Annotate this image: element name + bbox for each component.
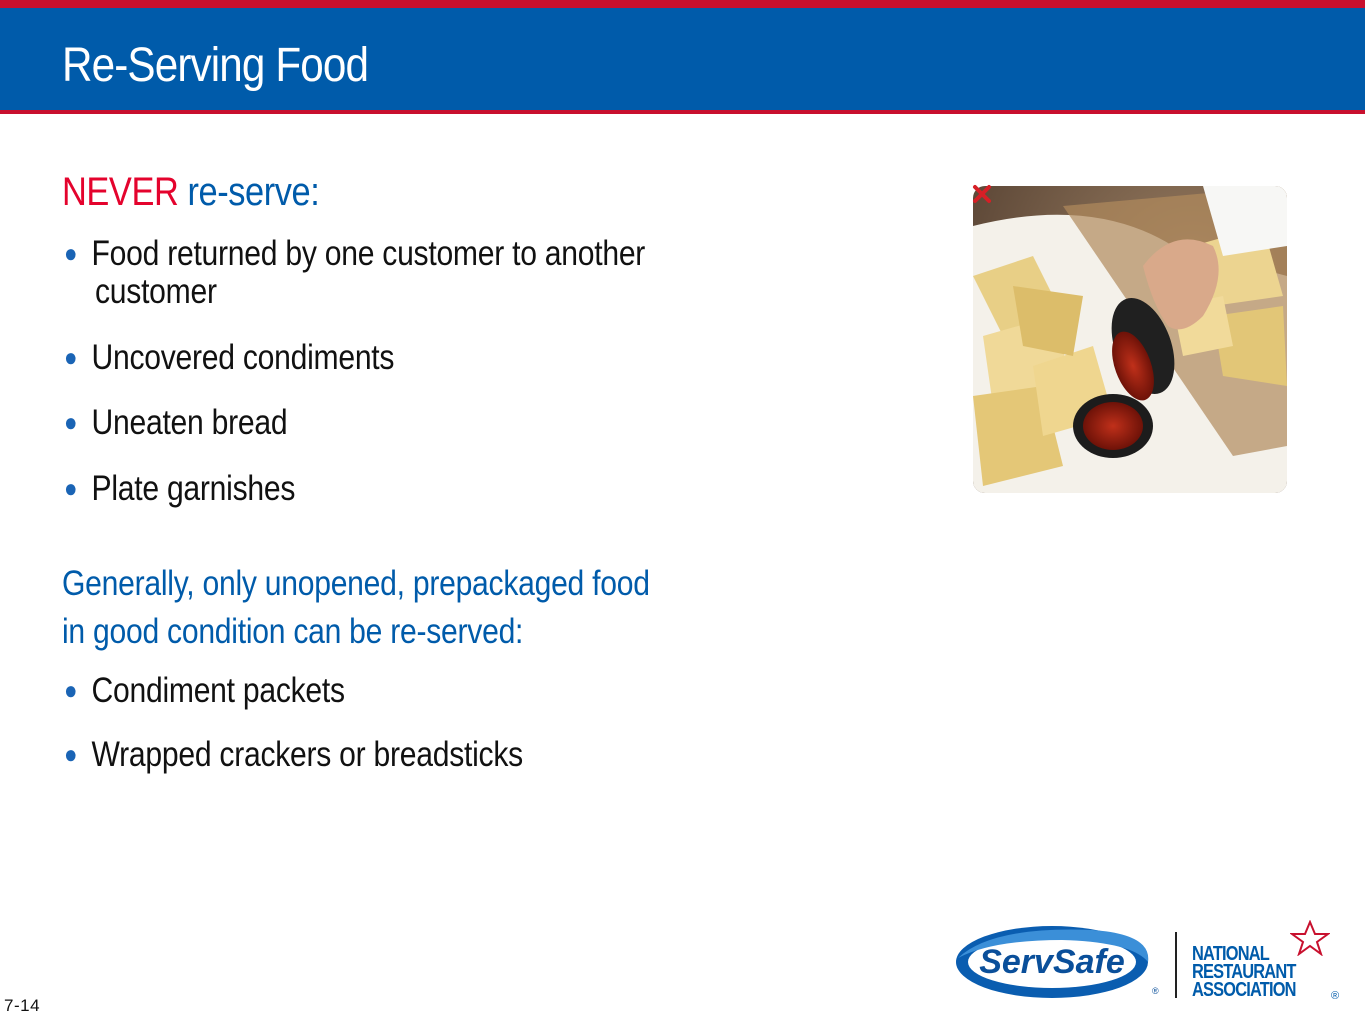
list-item-text: Uneaten bread [91, 403, 288, 442]
never-heading-rest: re-serve: [178, 170, 320, 214]
list-item [64, 734, 523, 775]
slide-number: 7-14 [4, 996, 41, 1015]
chips-salsa-photo [973, 186, 1287, 493]
list-item-text: Wrapped crackers or breadsticks [91, 735, 523, 774]
nra-logo-line1: NATIONAL [1192, 943, 1269, 965]
slide-title: Re-Serving Food [62, 39, 369, 92]
servsafe-logo-text: ServSafe [979, 943, 1125, 981]
logo-divider [1175, 932, 1177, 998]
list-item-continuation: customer [95, 272, 217, 311]
list-item-text: Food returned by one customer to another [91, 234, 646, 273]
never-heading [62, 170, 319, 215]
reserve-paragraph-line2: in good condition can be re-served: [62, 612, 524, 651]
list-item-text: Condiment packets [91, 671, 345, 710]
svg-text:®: ® [1152, 986, 1159, 996]
nra-logo-line2: RESTAURANT [1192, 961, 1296, 983]
list-item [64, 468, 295, 509]
list-item-text: Uncovered condiments [91, 338, 395, 377]
list-item [64, 233, 645, 274]
header-top-stripe [0, 0, 1365, 8]
bullet-icon: ● [64, 473, 78, 503]
bullet-icon: ● [64, 739, 78, 769]
never-emphasis: NEVER [62, 170, 179, 214]
nra-logo-line3: ASSOCIATION [1192, 979, 1296, 1001]
header-bottom-stripe [0, 110, 1365, 114]
reserve-paragraph-line1: Generally, only unopened, prepackaged food [62, 564, 650, 603]
bullet-icon: ● [64, 675, 78, 705]
prohibited-x-icon [971, 183, 993, 205]
bullet-icon: ● [64, 342, 78, 372]
list-item [64, 337, 394, 378]
registered-mark: ® [1331, 990, 1340, 1002]
list-item-text: Plate garnishes [91, 469, 296, 508]
list-item [64, 402, 287, 443]
list-item [64, 670, 345, 711]
nra-star-icon [1290, 920, 1330, 956]
bullet-icon: ● [64, 238, 78, 268]
servsafe-logo [952, 922, 1167, 1004]
bullet-icon: ● [64, 407, 78, 437]
